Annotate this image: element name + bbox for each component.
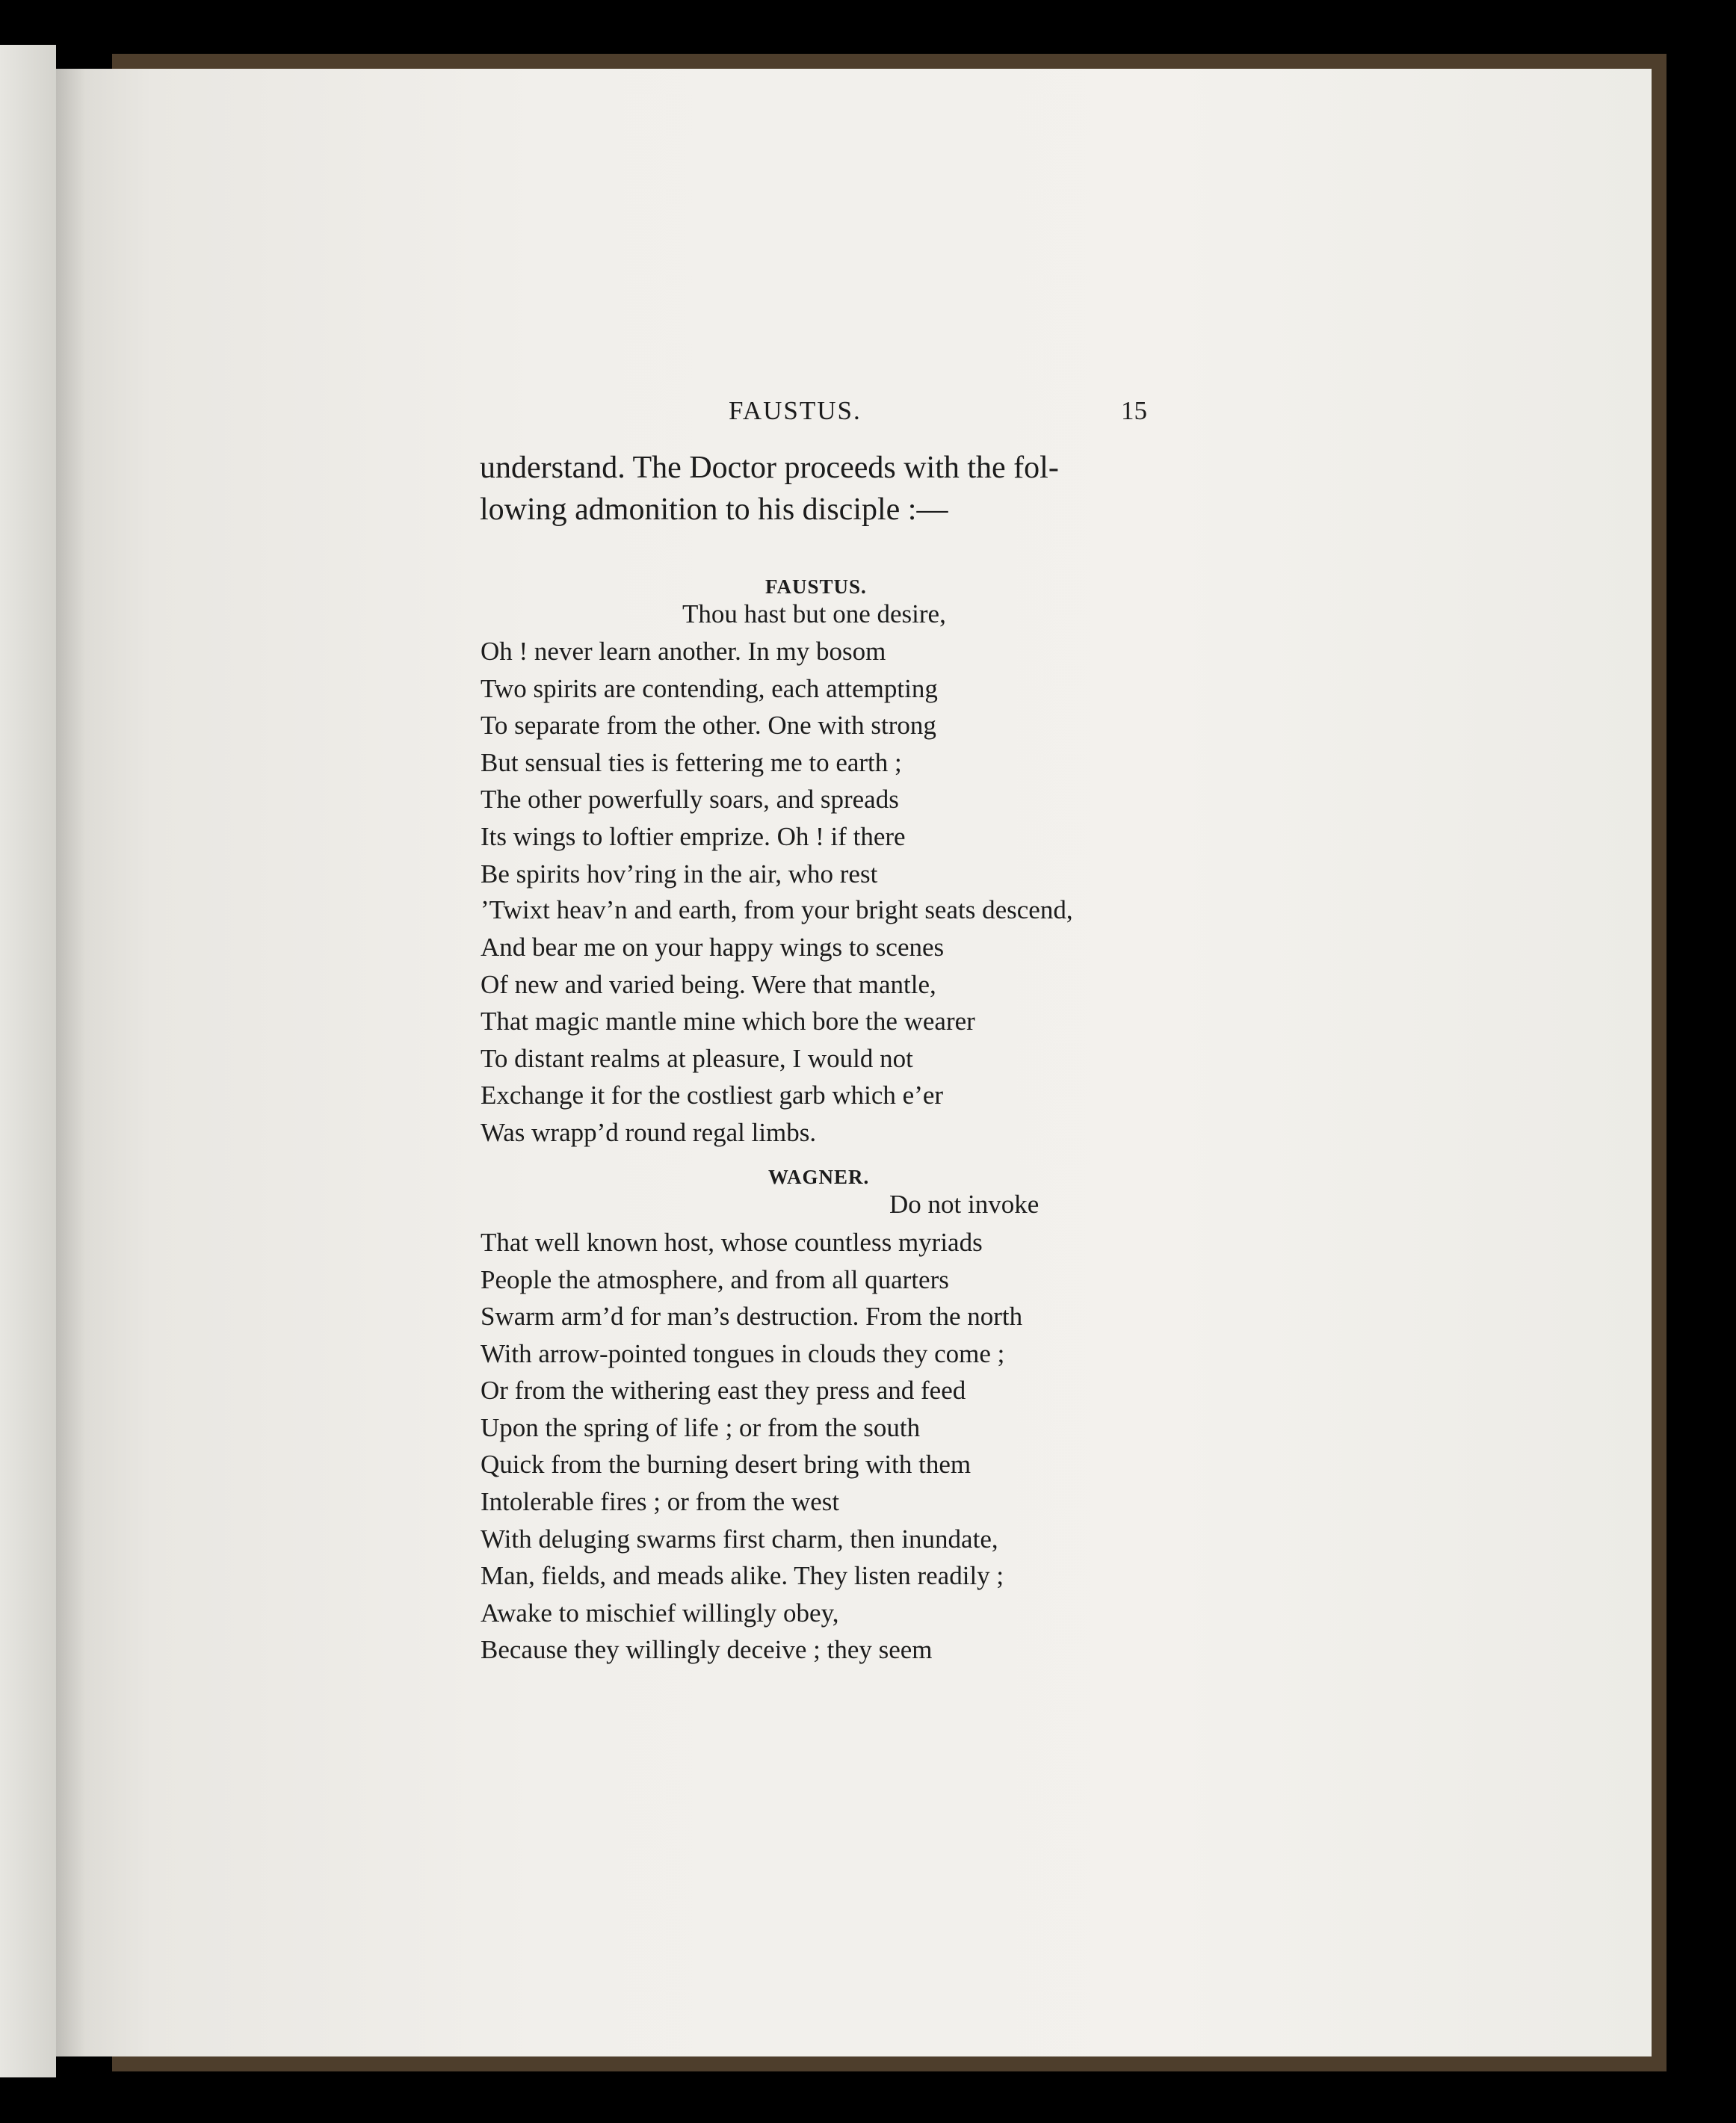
verse-line: The other powerfully soars, and spreads xyxy=(481,785,899,814)
verse-line: ’Twixt heav’n and earth, from your bright seats descend, xyxy=(481,895,1073,924)
verse-line: But sensual ties is fettering me to earth ; xyxy=(481,748,902,777)
facing-page-edge xyxy=(0,45,56,2077)
verse-line: Swarm arm’d for man’s destruction. From the north xyxy=(481,1302,1023,1331)
verse-line-indented: Thou hast but one desire, xyxy=(682,599,946,628)
verse-line: Or from the withering east they press and feed xyxy=(481,1376,966,1405)
verse-line: To separate from the other. One with strong xyxy=(481,711,936,740)
verse-line: Intolerable fires ; or from the west xyxy=(481,1487,840,1516)
running-title: FAUSTUS. xyxy=(729,396,862,425)
verse-line: Upon the spring of life ; or from the south xyxy=(481,1413,921,1442)
prose-line: lowing admonition to his disciple :— xyxy=(480,492,948,527)
verse-line: Oh ! never learn another. In my bosom xyxy=(481,637,886,666)
verse-line: That well known host, whose countless myriads xyxy=(481,1228,983,1257)
verse-line: Two spirits are contending, each attempting xyxy=(481,674,938,703)
verse-line: That magic mantle mine which bore the wearer xyxy=(481,1007,975,1036)
speaker-name: FAUSTUS. xyxy=(765,575,867,598)
verse-line: Because they willingly deceive ; they seem xyxy=(481,1635,933,1664)
verse-line: To distant realms at pleasure, I would not xyxy=(481,1044,913,1073)
page-number: 15 xyxy=(1121,396,1147,425)
verse-line: People the atmosphere, and from all quarters xyxy=(481,1265,949,1294)
gutter-shadow xyxy=(56,69,86,2056)
verse-line: Awake to mischief willingly obey, xyxy=(481,1598,839,1628)
verse-line: Of new and varied being. Were that mantle, xyxy=(481,970,936,999)
verse-line: Was wrapp’d round regal limbs. xyxy=(481,1118,817,1147)
prose-line: understand. The Doctor proceeds with the fol- xyxy=(480,451,1059,485)
verse-line: Quick from the burning desert bring with them xyxy=(481,1450,972,1479)
verse-line: Exchange it for the costliest garb which e’er xyxy=(481,1081,944,1110)
verse-line-indented: Do not invoke xyxy=(889,1190,1040,1219)
speaker-name: WAGNER. xyxy=(768,1166,870,1188)
verse-line: With arrow-pointed tongues in clouds they come ; xyxy=(481,1339,1005,1368)
verse-line: Man, fields, and meads alike. They listen readily ; xyxy=(481,1561,1004,1590)
verse-line: Be spirits hov’ring in the air, who rest xyxy=(481,859,878,889)
verse-line: With deluging swarms first charm, then inundate, xyxy=(481,1524,998,1554)
verse-line: And bear me on your happy wings to scenes xyxy=(481,933,945,962)
verse-line: Its wings to loftier emprize. Oh ! if there xyxy=(481,822,906,851)
